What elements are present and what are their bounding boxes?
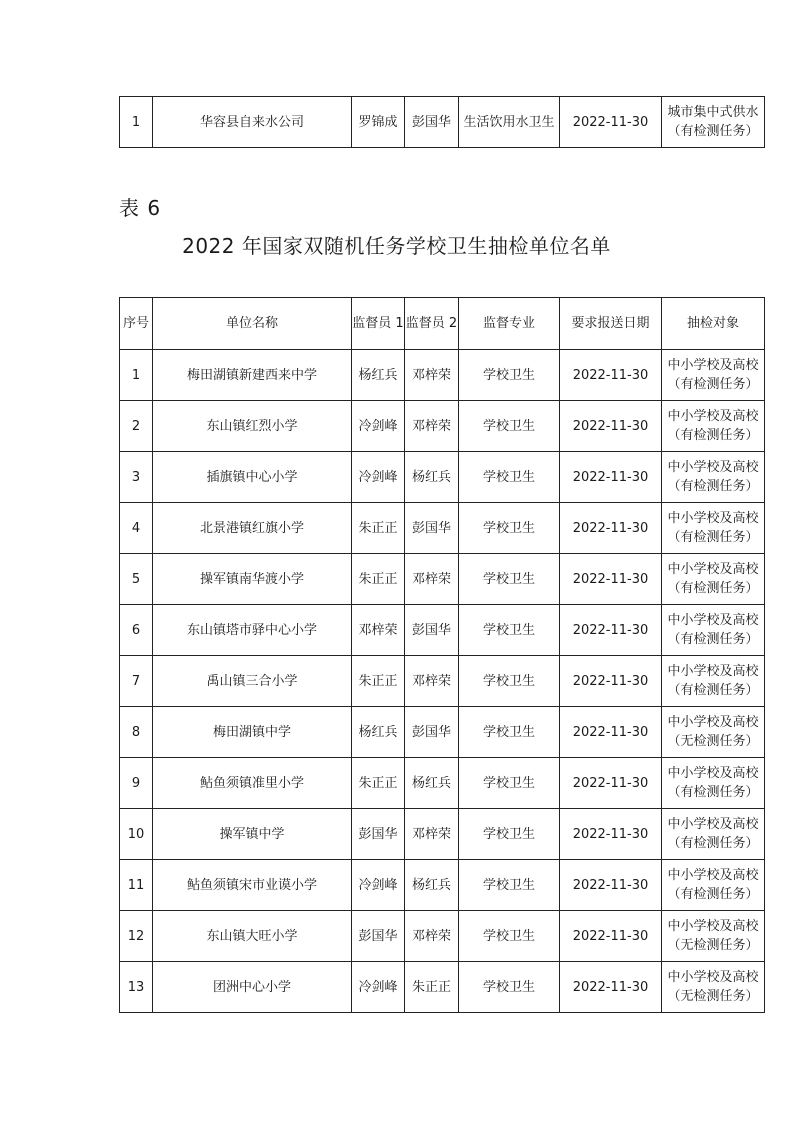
inspector-1: 冷剑峰 bbox=[352, 401, 405, 452]
row-index: 7 bbox=[120, 656, 153, 707]
object-line-1: 中小学校及高校 bbox=[667, 766, 759, 781]
specialty: 学校卫生 bbox=[459, 503, 560, 554]
inspection-object bbox=[662, 554, 765, 605]
object-line-2: （无检测任务） bbox=[667, 989, 759, 1004]
inspector-1: 彭国华 bbox=[352, 911, 405, 962]
unit-name: 东山镇大旺小学 bbox=[153, 911, 352, 962]
header-index: 序号 bbox=[120, 298, 153, 350]
report-date: 2022-11-30 bbox=[560, 860, 662, 911]
specialty: 学校卫生 bbox=[459, 911, 560, 962]
unit-name: 团洲中心小学 bbox=[153, 962, 352, 1013]
inspector-2: 彭国华 bbox=[405, 503, 459, 554]
table-row bbox=[120, 911, 765, 962]
row-index: 4 bbox=[120, 503, 153, 554]
inspector-2: 彭国华 bbox=[405, 605, 459, 656]
object-line-1: 中小学校及高校 bbox=[667, 562, 759, 577]
inspector-1: 彭国华 bbox=[352, 809, 405, 860]
object-line-2: （有检测任务） bbox=[667, 836, 759, 851]
inspector-1: 朱正正 bbox=[352, 758, 405, 809]
report-date: 2022-11-30 bbox=[560, 554, 662, 605]
specialty: 学校卫生 bbox=[459, 707, 560, 758]
report-date: 2022-11-30 bbox=[560, 707, 662, 758]
report-date: 2022-11-30 bbox=[560, 503, 662, 554]
specialty: 学校卫生 bbox=[459, 554, 560, 605]
table-row bbox=[120, 809, 765, 860]
object-line-1: 中小学校及高校 bbox=[667, 919, 759, 934]
inspector-1: 朱正正 bbox=[352, 656, 405, 707]
object-line-1: 中小学校及高校 bbox=[667, 868, 759, 883]
inspector-1: 冷剑峰 bbox=[352, 962, 405, 1013]
table-row bbox=[120, 554, 765, 605]
header-specialty: 监督专业 bbox=[459, 298, 560, 350]
table-row bbox=[120, 503, 765, 554]
header-object: 抽检对象 bbox=[662, 298, 765, 350]
report-date: 2022-11-30 bbox=[560, 97, 662, 148]
object-line-2: （有检测任务） bbox=[667, 887, 759, 902]
row-index: 12 bbox=[120, 911, 153, 962]
row-index: 8 bbox=[120, 707, 153, 758]
row-index: 5 bbox=[120, 554, 153, 605]
header-unit: 单位名称 bbox=[153, 298, 352, 350]
object-line-2: （有检测任务） bbox=[667, 632, 759, 647]
previous-table-tail bbox=[119, 96, 765, 148]
unit-name: 东山镇红烈小学 bbox=[153, 401, 352, 452]
table-row bbox=[120, 656, 765, 707]
object-line-1: 中小学校及高校 bbox=[667, 817, 759, 832]
object-line-2: （无检测任务） bbox=[667, 734, 759, 749]
table-row bbox=[120, 452, 765, 503]
unit-name: 梅田湖镇中学 bbox=[153, 707, 352, 758]
inspection-object bbox=[662, 911, 765, 962]
report-date: 2022-11-30 bbox=[560, 656, 662, 707]
unit-name: 鲇鱼须镇准里小学 bbox=[153, 758, 352, 809]
inspection-object bbox=[662, 350, 765, 401]
row-index: 9 bbox=[120, 758, 153, 809]
object-line-1: 中小学校及高校 bbox=[667, 664, 759, 679]
report-date: 2022-11-30 bbox=[560, 962, 662, 1013]
inspector-1: 冷剑峰 bbox=[352, 452, 405, 503]
row-index: 13 bbox=[120, 962, 153, 1013]
object-line-1: 中小学校及高校 bbox=[667, 970, 759, 985]
specialty: 学校卫生 bbox=[459, 452, 560, 503]
object-line-2: （有检测任务） bbox=[667, 785, 759, 800]
report-date: 2022-11-30 bbox=[560, 401, 662, 452]
object-line-2: （有检测任务） bbox=[667, 530, 759, 545]
header-inspector-2: 监督员 2 bbox=[405, 298, 459, 350]
unit-name: 东山镇塔市驿中心小学 bbox=[153, 605, 352, 656]
table-row bbox=[120, 707, 765, 758]
inspector-2: 杨红兵 bbox=[405, 860, 459, 911]
inspector-2: 杨红兵 bbox=[405, 758, 459, 809]
object-line-1: 中小学校及高校 bbox=[667, 460, 759, 475]
inspection-object bbox=[662, 452, 765, 503]
unit-name: 北景港镇红旗小学 bbox=[153, 503, 352, 554]
specialty: 生活饮用水卫生 bbox=[459, 97, 560, 148]
table-row bbox=[120, 605, 765, 656]
header-inspector-1: 监督员 1 bbox=[352, 298, 405, 350]
object-line-2: （有检测任务） bbox=[667, 479, 759, 494]
inspector-2: 邓梓荣 bbox=[405, 809, 459, 860]
object-line-2: （有检测任务） bbox=[667, 377, 759, 392]
inspector-2: 邓梓荣 bbox=[405, 656, 459, 707]
unit-name: 华容县自来水公司 bbox=[153, 97, 352, 148]
specialty: 学校卫生 bbox=[459, 605, 560, 656]
inspector-2: 彭国华 bbox=[405, 97, 459, 148]
row-index: 1 bbox=[120, 350, 153, 401]
report-date: 2022-11-30 bbox=[560, 809, 662, 860]
inspector-1: 罗锦成 bbox=[352, 97, 405, 148]
header-date: 要求报送日期 bbox=[560, 298, 662, 350]
specialty: 学校卫生 bbox=[459, 860, 560, 911]
inspector-1: 杨红兵 bbox=[352, 707, 405, 758]
object-line-1: 中小学校及高校 bbox=[667, 409, 759, 424]
inspection-object bbox=[662, 401, 765, 452]
inspection-object bbox=[662, 758, 765, 809]
page-title: 2022 年国家双随机任务学校卫生抽检单位名单 bbox=[182, 234, 611, 258]
object-line-1: 中小学校及高校 bbox=[667, 613, 759, 628]
inspection-object bbox=[662, 809, 765, 860]
unit-name: 操军镇南华渡小学 bbox=[153, 554, 352, 605]
inspection-table bbox=[119, 297, 765, 1013]
inspector-2: 彭国华 bbox=[405, 707, 459, 758]
inspector-1: 朱正正 bbox=[352, 554, 405, 605]
specialty: 学校卫生 bbox=[459, 401, 560, 452]
row-index: 1 bbox=[120, 97, 153, 148]
inspection-object bbox=[662, 962, 765, 1013]
table-row bbox=[120, 97, 765, 148]
report-date: 2022-11-30 bbox=[560, 350, 662, 401]
inspection-object bbox=[662, 503, 765, 554]
specialty: 学校卫生 bbox=[459, 656, 560, 707]
specialty: 学校卫生 bbox=[459, 758, 560, 809]
object-line-2: （有检测任务） bbox=[667, 581, 759, 596]
row-index: 10 bbox=[120, 809, 153, 860]
inspector-2: 邓梓荣 bbox=[405, 554, 459, 605]
table-row bbox=[120, 350, 765, 401]
unit-name: 禹山镇三合小学 bbox=[153, 656, 352, 707]
table-row bbox=[120, 758, 765, 809]
inspection-object bbox=[662, 97, 765, 148]
report-date: 2022-11-30 bbox=[560, 605, 662, 656]
inspection-object bbox=[662, 707, 765, 758]
row-index: 6 bbox=[120, 605, 153, 656]
inspector-2: 邓梓荣 bbox=[405, 911, 459, 962]
table-row bbox=[120, 860, 765, 911]
report-date: 2022-11-30 bbox=[560, 758, 662, 809]
inspector-2: 邓梓荣 bbox=[405, 350, 459, 401]
specialty: 学校卫生 bbox=[459, 809, 560, 860]
object-line-2: （有检测任务） bbox=[667, 683, 759, 698]
unit-name: 梅田湖镇新建西来中学 bbox=[153, 350, 352, 401]
row-index: 3 bbox=[120, 452, 153, 503]
object-line-1: 城市集中式供水 bbox=[667, 105, 759, 120]
row-index: 2 bbox=[120, 401, 153, 452]
specialty: 学校卫生 bbox=[459, 350, 560, 401]
header-row bbox=[120, 298, 765, 350]
object-line-1: 中小学校及高校 bbox=[667, 715, 759, 730]
row-index: 11 bbox=[120, 860, 153, 911]
inspector-1: 杨红兵 bbox=[352, 350, 405, 401]
object-line-1: 中小学校及高校 bbox=[667, 511, 759, 526]
unit-name: 鲇鱼须镇宋市业谟小学 bbox=[153, 860, 352, 911]
report-date: 2022-11-30 bbox=[560, 911, 662, 962]
inspector-2: 杨红兵 bbox=[405, 452, 459, 503]
inspection-object bbox=[662, 656, 765, 707]
object-line-2: （无检测任务） bbox=[667, 938, 759, 953]
unit-name: 插旗镇中心小学 bbox=[153, 452, 352, 503]
object-line-2: （有检测任务） bbox=[667, 428, 759, 443]
object-line-1: 中小学校及高校 bbox=[667, 358, 759, 373]
inspector-1: 冷剑峰 bbox=[352, 860, 405, 911]
inspector-2: 邓梓荣 bbox=[405, 401, 459, 452]
table-label: 表 6 bbox=[119, 196, 162, 220]
inspector-1: 朱正正 bbox=[352, 503, 405, 554]
inspection-object bbox=[662, 605, 765, 656]
specialty: 学校卫生 bbox=[459, 962, 560, 1013]
inspector-2: 朱正正 bbox=[405, 962, 459, 1013]
table-row bbox=[120, 962, 765, 1013]
report-date: 2022-11-30 bbox=[560, 452, 662, 503]
inspection-object bbox=[662, 860, 765, 911]
table-row bbox=[120, 401, 765, 452]
inspector-1: 邓梓荣 bbox=[352, 605, 405, 656]
unit-name: 操军镇中学 bbox=[153, 809, 352, 860]
object-line-2: （有检测任务） bbox=[667, 124, 759, 139]
